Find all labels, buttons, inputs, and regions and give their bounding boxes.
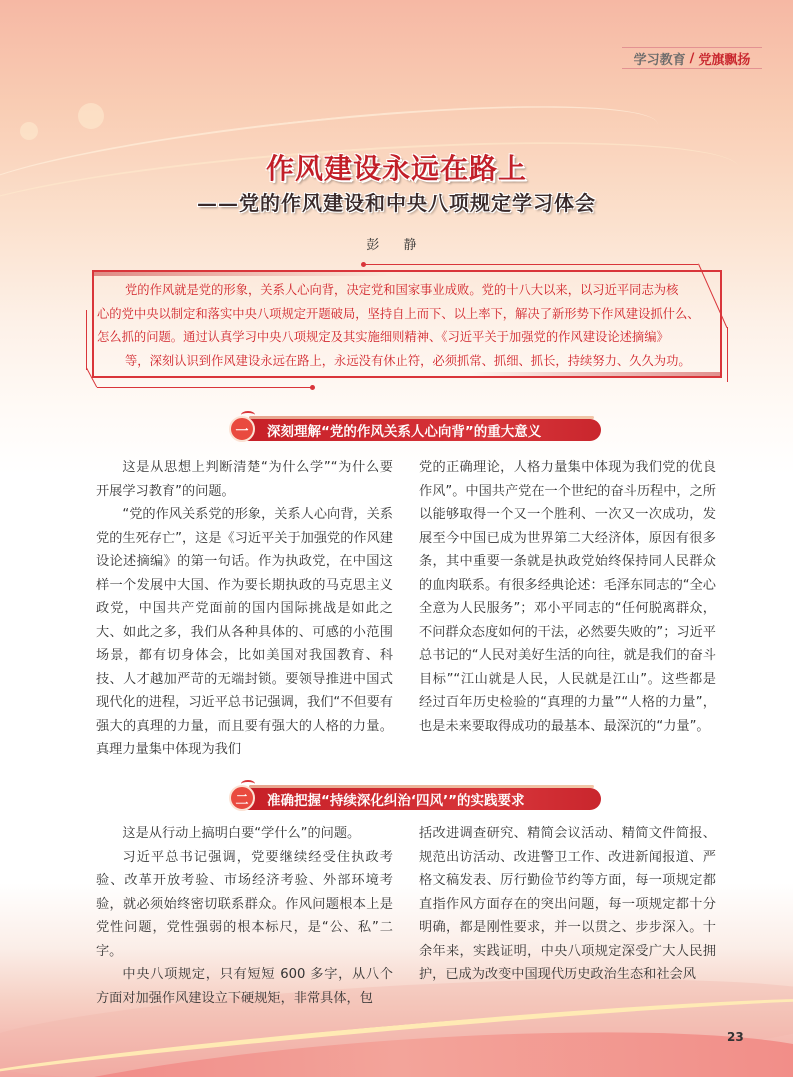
text-column-right xyxy=(419,822,716,987)
abstract-line: 怎么抓的问题。通过认真学习中央八项规定及其实施细则精神、《习近平关于加强党的作风建设论述摘编》 xyxy=(97,330,669,344)
section-number-badge: 二 xyxy=(229,785,255,811)
paragraph: 党的正确理论，人格力量集中体现为我们党的优良作风”。中国共产党在一个世纪的奋斗历程中，之所以能够取得一个又一个胜利、一次又一次成功，发展至今中国已成为世界第二大经济体，原因有很多条，其中重要一条就是执政党始终保持同人民群众的血肉联系。有很多经典论述：毛泽东同志的“全心全意为人民服务”；邓小平同志的“任何脱离群众，不问群众态度如何的干法，必然要失败的”；习近平总书记的“人民对美好生活的向往，就是我们的奋斗目标”“江山就是人民，人民就是江山”。这些都是经过百年历史检验的“真理的力量”“人格的力量”，也是未来要取得成功的最基本、最深沉的“力量”。 xyxy=(419,460,716,734)
column-name: 学习教育 xyxy=(633,52,686,68)
article-author: 彭 静 xyxy=(366,238,427,253)
section-heading-2 xyxy=(229,785,601,811)
page-number: 23 xyxy=(727,1030,744,1044)
decorative-line xyxy=(727,327,728,382)
text-column-right xyxy=(419,456,716,738)
section-heading-text: 准确把握“持续深化纠治‘四风’”的实践要求 xyxy=(267,793,525,809)
abstract-line: 等，深刻认识到作风建设永远在路上，永远没有休止符，必须抓常、抓细、抓长，持续努力、久久为功。 xyxy=(125,353,691,368)
decorative-line xyxy=(97,387,312,388)
column-header xyxy=(622,47,762,69)
text-column-left xyxy=(96,456,393,762)
paragraph: “党的作风关系党的形象，关系人心向背，关系党的生死存亡”，这是《习近平关于加强党的作风建设论述摘编》的第一句话。作为执政党，在中国这样一个发展中大国、作为要长期执政的马克思主义政党，中国共产党面前的国内国际挑战是如此之大、如此之多，我们从各种具体的、可感的小范围场景，都有切身体会，比如美国对我国教育、科技、人才越加严苛的无端封锁。要领导推进中国式现代化的进程，习近平总书记强调，我们“不但要有强大的真理的力量，而且要有强大的人格的力量。真理力量集中体现为我们 xyxy=(96,507,393,757)
column-subname: 党旗飘扬 xyxy=(698,52,751,68)
decorative-dot xyxy=(310,385,315,390)
section-number-badge: 一 xyxy=(229,416,255,442)
article-title: 作风建设永远在路上 xyxy=(265,152,527,185)
light-orb xyxy=(78,103,104,129)
article-subtitle: ——党的作风建设和中央八项规定学习体会 xyxy=(197,191,596,215)
abstract-line: 心的党中央以制定和落实中央八项规定开题破局，坚持自上而下、以上率下，解决了新形势下作风建设抓什么、 xyxy=(97,306,700,321)
light-orb xyxy=(20,122,38,140)
paragraph: 这是从行动上搞明白要“学什么”的问题。 xyxy=(122,826,361,841)
abstract-text xyxy=(97,279,717,373)
paragraph: 中央八项规定，只有短短 600 多字，从八个方面对加强作风建设立下硬规矩，非常具体，包 xyxy=(96,967,393,1006)
decorative-line xyxy=(86,310,87,370)
section-heading-1 xyxy=(229,416,601,442)
decorative-line xyxy=(363,264,698,265)
text-column-left xyxy=(96,822,393,1010)
section-heading-text: 深刻理解“党的作风关系人心向背”的重大意义 xyxy=(267,424,542,440)
paragraph: 习近平总书记强调，党要继续经受住执政考验、改革开放考验、市场经济考验、外部环境考验，就必须始终密切联系群众。作风问题根本上是党性问题，党性强弱的根本标尺，是“公、私”二字。 xyxy=(96,849,393,959)
abstract-line: 党的作风就是党的形象，关系人心向背，决定党和国家事业成败。党的十八大以来，以习近平同志为核 xyxy=(125,283,679,297)
column-separator: / xyxy=(689,50,695,66)
paragraph: 这是从思想上判断清楚“为什么学”“为什么要开展学习教育”的问题。 xyxy=(96,460,393,499)
paragraph: 括改进调查研究、精简会议活动、精简文件简报、规范出访活动、改进警卫工作、改进新闻报道、严格文稿发表、厉行勤俭节约等方面，每一项规定都直指作风方面存在的突出问题，每一项规定都十分明确，都是刚性要求，并一以贯之、步步深入。十余年来，实践证明，中央八项规定深受广大人民拥护，已成为改变中国现代历史政治生态和社会风 xyxy=(419,826,716,982)
